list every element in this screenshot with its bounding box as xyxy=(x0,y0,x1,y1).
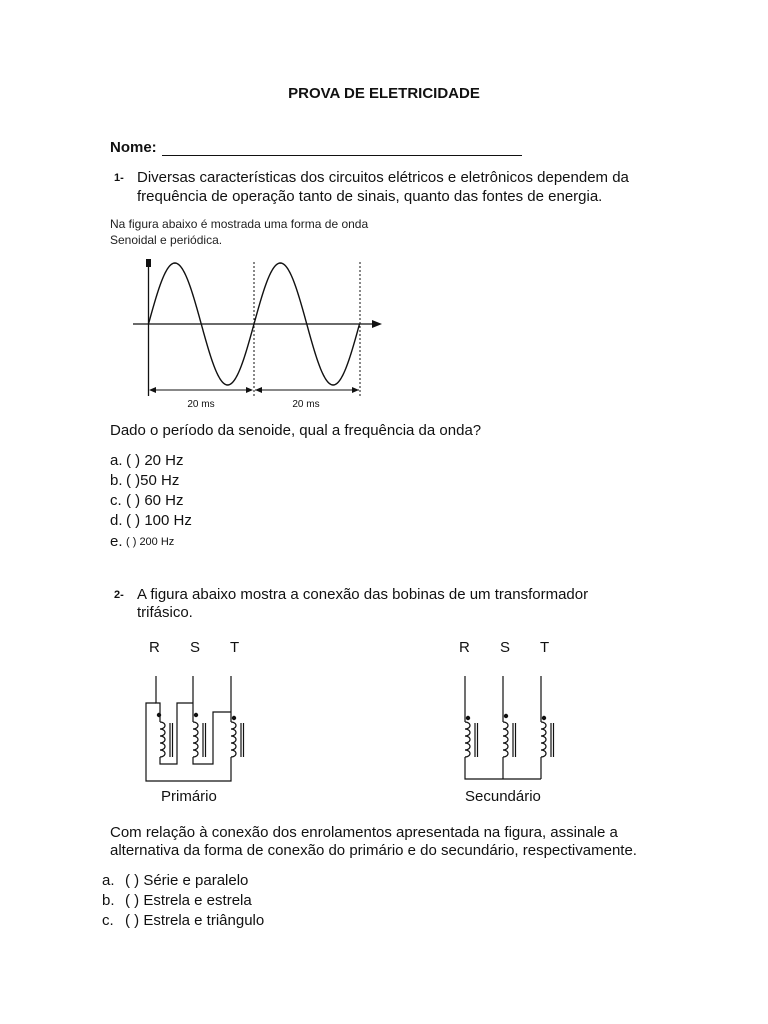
option-a-checkbox[interactable]: ( ) Série e paralelo xyxy=(125,872,249,889)
question-1-text-line1: Diversas características dos circuitos elétricos e eletrônicos dependem da xyxy=(137,169,629,186)
phase-label-r: R xyxy=(459,639,470,656)
question-1-prompt: Dado o período da senoide, qual a frequência da onda? xyxy=(110,422,482,439)
option-c-checkbox[interactable]: ( ) 60 Hz xyxy=(126,492,184,509)
phase-label-r: R xyxy=(149,639,160,656)
question-2-prompt-line1: Com relação à conexão dos enrolamentos apresentada na figura, assinale a xyxy=(110,824,618,841)
option-letter: c. xyxy=(102,912,114,929)
phase-label-s: S xyxy=(500,639,511,656)
question-2-prompt-line2: alternativa da forma de conexão do primário e do secundário, respectivamente. xyxy=(110,842,637,859)
name-label: Nome: xyxy=(110,139,157,156)
period-label-2: 20 ms xyxy=(292,399,320,410)
option-letter: e. xyxy=(110,533,123,550)
option-letter: a. xyxy=(110,452,123,469)
option-letter: a. xyxy=(102,872,115,889)
phase-label-t: T xyxy=(230,639,240,656)
page-title: PROVA DE ELETRICIDADE xyxy=(288,85,480,102)
phase-label-s: S xyxy=(190,639,201,656)
option-d-checkbox[interactable]: ( ) 100 Hz xyxy=(126,512,192,529)
period-label-1: 20 ms xyxy=(187,399,215,410)
option-letter: d. xyxy=(110,512,123,529)
secondary-wye-connection xyxy=(465,676,554,779)
option-letter: b. xyxy=(110,472,123,489)
figure-caption-line2: Senoidal e periódica. xyxy=(110,233,223,247)
question-1-text-line2: frequência de operação tanto de sinais, quanto das fontes de energia. xyxy=(137,188,603,205)
option-a-checkbox[interactable]: ( ) 20 Hz xyxy=(126,452,184,469)
option-b-checkbox[interactable]: ( )50 Hz xyxy=(126,472,180,489)
phase-label-t: T xyxy=(540,639,550,656)
figure-caption-line1: Na figura abaixo é mostrada uma forma de onda xyxy=(110,217,369,231)
option-letter: c. xyxy=(110,492,122,509)
option-c-checkbox[interactable]: ( ) Estrela e triângulo xyxy=(125,912,265,929)
option-b-checkbox[interactable]: ( ) Estrela e estrela xyxy=(125,892,252,909)
question-2-text-line2: trifásico. xyxy=(137,604,193,621)
option-letter: b. xyxy=(102,892,115,909)
question-2-text-line1: A figura abaixo mostra a conexão das bobinas de um transformador xyxy=(137,586,589,603)
secondary-label: Secundário xyxy=(465,788,541,805)
question-1-number: 1- xyxy=(114,172,124,184)
primary-delta-connection xyxy=(146,676,244,781)
primary-label: Primário xyxy=(161,788,217,805)
question-2-number: 2- xyxy=(114,589,124,601)
option-e-checkbox[interactable]: ( ) 200 Hz xyxy=(126,536,175,548)
